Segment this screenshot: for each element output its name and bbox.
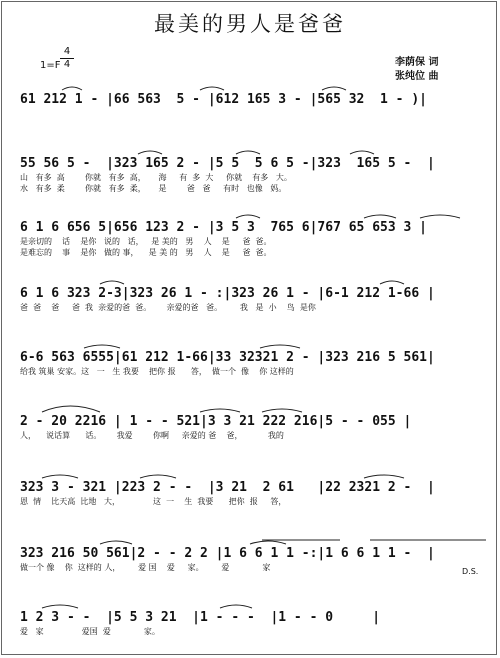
notation-row: 2 - 20 2216 | 1 - - 521|3 3 21 222 216|5 - - 055 | <box>20 414 412 429</box>
lyric-verse-1: 爱 家 爱国 爱 家。 <box>20 627 160 636</box>
lyric-verse-1: 恩 情 比天高 比地 大， 这 一 生 我要 把你 报 答， <box>20 497 287 506</box>
notation-row: 1 2 3 - - |5 5 3 21 |1 - - - |1 - - 0 | <box>20 610 381 625</box>
ds-mark: D.S. <box>462 567 479 576</box>
score-line-6 <box>20 414 486 441</box>
lyricist-credit: 李荫保 词 <box>395 57 439 68</box>
lyric-verse-1: 是亲切的 话 是你 说的 话， 是 美的 男 人 是 爸 爸。 <box>20 237 272 246</box>
time-numerator: 4 <box>63 46 71 57</box>
score-line-8 <box>20 546 486 573</box>
time-denominator: 4 <box>60 58 74 71</box>
score-line-2 <box>20 156 486 194</box>
score-line-3 <box>20 220 486 258</box>
lyric-verse-1: 人， 说话算 话。 我爱 你啊 亲爱的 爸 爸， 我的 <box>20 431 284 440</box>
notation-row: 6 1 6 323 2-3|323 26 1 - :|323 26 1 - |6-1 212 1-66 | <box>20 286 435 301</box>
credits <box>395 56 438 84</box>
key-signature: 1=F <box>40 60 61 71</box>
lyric-verse-2: 是难忘的 事 是你 做的 事， 是 美 的 男 人 是 爸 爸。 <box>20 248 272 257</box>
lyric-verse-1: 山 有多 高 你就 有多 高， 海 有 多 大 你就 有多 大。 <box>20 173 292 182</box>
score-line-5 <box>20 350 486 377</box>
score-line-9 <box>20 610 486 637</box>
song-title: 最美的男人是爸爸 <box>154 12 346 36</box>
lyric-verse-1: 给我 筑巢 安家。这 一 生 我要 把你 报 答， 做一个 像 你 这样的 <box>20 367 294 376</box>
notation-row: 55 56 5 - |323 165 2 - |5 5 5 6 5 -|323 165 5 - | <box>20 156 435 171</box>
score-line-1 <box>20 92 486 108</box>
notation-row: 323 3 - 321 |223 2 - - |3 21 2 61 |22 2321 2 - | <box>20 480 435 495</box>
composer-credit: 张纯位 曲 <box>395 71 439 82</box>
score-line-4 <box>20 286 486 313</box>
notation-row: 6-6 563 6555|61 212 1-66|33 32321 2 - |323 216 5 561| <box>20 350 435 365</box>
notation-row: 61 212 1 - |66 563 5 - |612 165 3 - |565 32 1 - )| <box>20 92 427 107</box>
notation-row: 323 216 50 561|2 - - 2 2 |1 6 6 1 1 -:|1 6 6 1 1 - | <box>20 546 435 561</box>
score-line-7 <box>20 480 486 507</box>
time-signature <box>60 46 74 71</box>
lyric-verse-1: 做一个 像 你 这样的 人， 爱 国 爱 家。 爱 家 <box>20 563 271 572</box>
lyric-verse-1: 爸 爸 爸 爸 我 亲爱的爸 爸。 亲爱的爸 爸。 我 是 小 鸟 是你 <box>20 303 316 312</box>
notation-row: 6 1 6 656 5|656 123 2 - |3 5 3 765 6|767 65 653 3 | <box>20 220 427 235</box>
lyric-verse-2: 水 有多 柔 你就 有多 柔， 是 爸 爸 有时 也像 妈。 <box>20 184 287 193</box>
